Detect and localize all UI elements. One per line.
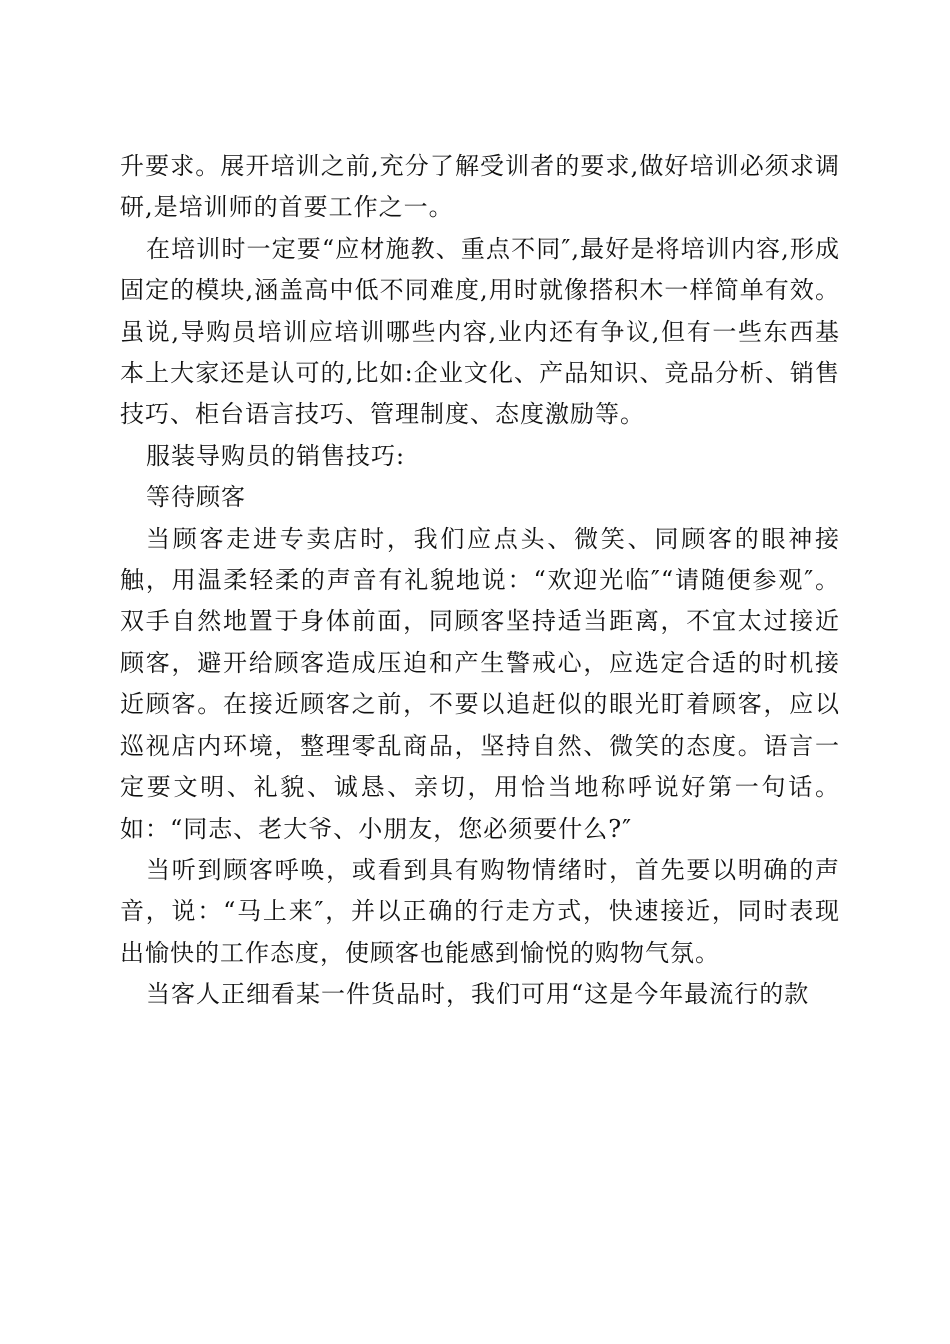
paragraph-1: 升要求。展开培训之前,充分了解受训者的要求,做好培训必须求调研,是培训师的首要工作之一。 (120, 152, 840, 222)
paragraph-2: 在培训时一定要“应材施教、重点不同″,最好是将培训内容,形成固定的模块,涵盖高中低不同难度,用时就像搭积木一样简单有效。虽说,导购员培训应培训哪些内容,业内还有争议,但有一些东西基本上大家还是认可的,比如:企业文化、产品知识、竞品分析、销售技巧、柜台语言技巧、管理制度、态度激励等。 (120, 234, 840, 429)
paragraph-7: 当客人正细看某一件货品时，我们可用“这是今年最流行的款 (146, 980, 810, 1009)
document-body (120, 146, 840, 1016)
paragraph-3-heading: 服装导购员的销售技巧: (146, 441, 406, 470)
paragraph-4-subheading: 等待顾客 (146, 483, 246, 512)
paragraph-5: 当顾客走进专卖店时，我们应点头、微笑、同顾客的眼神接触，用温柔轻柔的声音有礼貌地说：“欢迎光临″“请随便参观″。双手自然地置于身体前面，同顾客坚持适当距离，不宜太过接近顾客，避开给顾客造成压迫和产生警戒心，应选定合适的时机接近顾客。在接近顾客之前，不要以追赶似的眼光盯着顾客，应以巡视店内环境，整理零乱商品，坚持自然、微笑的态度。语言一定要文明、礼貌、诚恳、亲切，用恰当地称呼说好第一句话。如：“同志、老大爷、小朋友，您必须要什么?″ (120, 524, 840, 843)
paragraph-6: 当听到顾客呼唤，或看到具有购物情绪时，首先要以明确的声音，说：“马上来″，并以正确的行走方式，快速接近，同时表现出愉快的工作态度，使顾客也能感到愉悦的购物气氛。 (120, 855, 840, 967)
